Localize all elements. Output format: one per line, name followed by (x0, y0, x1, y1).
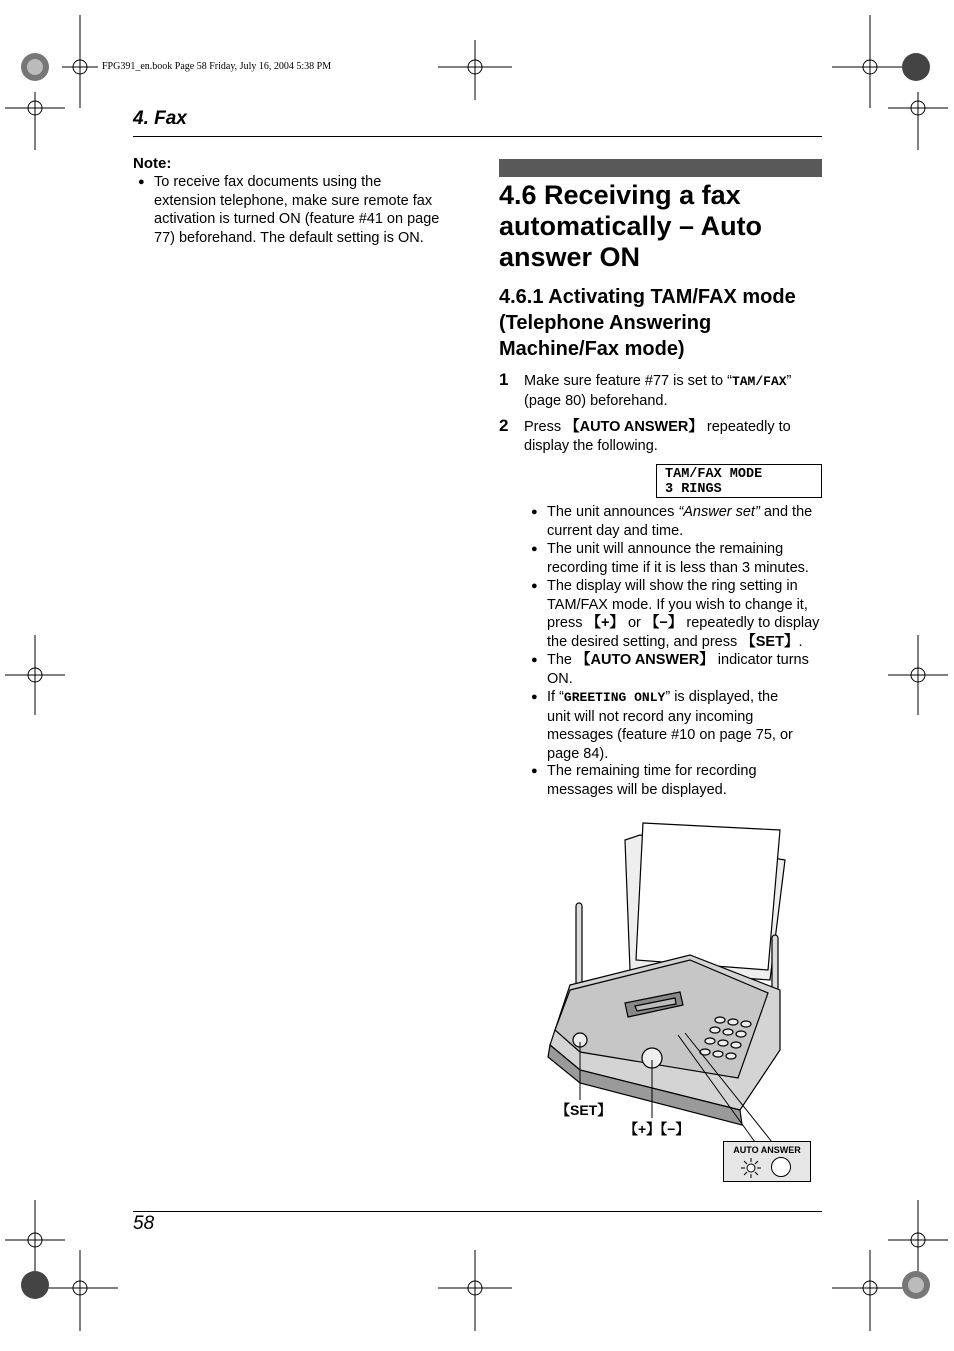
indicator-light-icon (740, 1157, 762, 1179)
bullet-icon: ● (138, 176, 145, 188)
step-text: Press 【AUTO ANSWER】 repeatedly to display the following. (524, 419, 791, 454)
bullet-icon: ● (531, 654, 538, 666)
lcd-display: TAM/FAX MODE 3 RINGS (656, 464, 822, 498)
auto-answer-button-icon (770, 1156, 792, 1178)
bullet-icon: ● (531, 765, 538, 777)
chapter-title: 4. Fax (133, 108, 187, 129)
plus-minus-callout-label: 【+】【−】 (624, 1121, 690, 1137)
bullet-icon: ● (531, 543, 538, 555)
auto-answer-button-inset (723, 1141, 811, 1182)
page-number: 58 (133, 1213, 155, 1234)
bullet-icon: ● (531, 691, 538, 703)
subsection-title: 4.6.1 Activating TAM/FAX mode (Telephone Answering Machine/Fax mode) (499, 286, 796, 360)
bullet-icon: ● (531, 506, 538, 518)
bullet-icon: ● (531, 580, 538, 592)
step-text: Make sure feature #77 is set to “TAM/FAX” (page 80) beforehand. (524, 373, 792, 409)
section-title: 4.6 Receiving a fax automatically – Auto answer ON (499, 180, 763, 272)
set-callout-label: 【SET】 (556, 1102, 612, 1118)
header-rule (133, 136, 822, 137)
step-number: 1 (499, 370, 509, 389)
step-number: 2 (499, 416, 509, 435)
footer-rule (133, 1211, 822, 1212)
note-title: Note: (133, 155, 172, 172)
section-bar (499, 159, 822, 177)
book-info: FPG391_en.book Page 58 Friday, July 16, 2004 5:38 PM (102, 61, 332, 72)
auto-answer-label: AUTO ANSWER (733, 1145, 801, 1155)
